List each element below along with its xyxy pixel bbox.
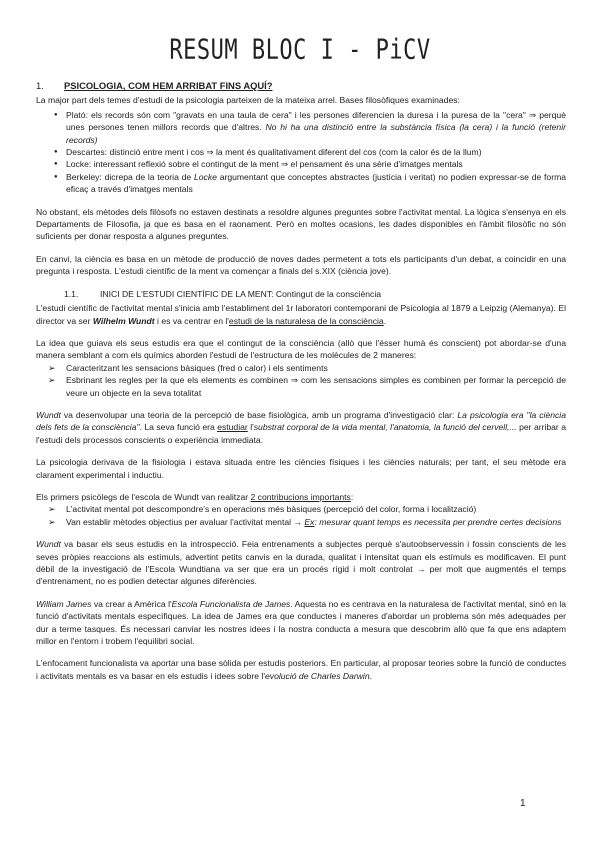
paragraph: La psicologia derivava de la fisiologia i estava situada entre les ciències físiques i les ciències naturals; per tant, el seu mètode era clarament experimental i inductiu. (36, 457, 566, 480)
paragraph: Wundt va desenvolupar una teoria de la percepció de base fisiològica, amb un programa d'investigació clar: La psicologia era "la ciència dels fets de la consciència". La seva funció era estudiar l'substrat corporal de la vida mental, l'anatomia, la funció del cervell,... per arribar a l'estudi dels processos conscients o experiència immediata. (36, 409, 566, 445)
arrow-list (36, 362, 566, 399)
list-item-text: Descartes: distinció entre ment i cos ⇒ la ment és qualitativament diferent del cos (com la calor és de la llum) (66, 147, 482, 158)
paragraph: L'enfocament funcionalista va aportar una base sòlida per estudis posteriors. En particular, al proposar teories sobre la funció de conductes i activitats mentals es va basar en els estudis i idees sobre l'evolució de Charles Darwin. (36, 658, 566, 681)
paragraph: No obstant, els mètodes dels filòsofs no estaven destinats a resoldre algunes preguntes sobre l'activitat mental. La lògica s'ensenya en els Departaments de Filosofia, ja que es basa en el raonament. Però en moltes ocasions, les dades disponibles en l'àmbit filosòfic no són suficients per donar resposta a algunes preguntes. (36, 206, 566, 242)
arrow-list (36, 503, 566, 528)
paragraph: L'estudi científic de l'activitat mental s'inicia amb l'establiment del 1r laboratori contemporani de Psicologia al 1879 a Leipzig (Alemanya). El director va ser Wilhelm Wundt i es va centrar en l'estudi de la naturalesa de la consciència. (36, 303, 566, 326)
paragraph: En canvi, la ciència es basa en un mètode de producció de noves dades permetent a tots els participants d'un debat, a coincidir en una pregunta i resposta. L'estudi científic de la ment va començar a finals del s.XIX (ciència jove). (36, 253, 566, 277)
list-item: ➢ Esbrinant les regles per la que els elements es combinen ⇒ com les sensacions simples es combinen per formar la percepció de veure un objecte en la seva totalitat (36, 374, 566, 399)
paragraph: William James va crear a Amèrica l'Escola Funcionalista de James. Aquesta no es centrava en la naturalesa de l'activitat mental, sinó en la funció d'activitats mentals específiques. La idea de James era que conductes i maneres d'abordar un problema són més adequades per dur a terme tasques. És necessari canviar les nostres idees i la nostra conducta a mesura que descobrim allò que fa que ens adaptem millor en l'entorn i trobem l'equilibri social. (36, 598, 567, 647)
list-item-text: Plató: els records són com "gravats en una taula de cera" i les persones diferencien la duresa i la puresa de la "cera" ⇒ perquè unes persones tenen millors records que d'altres. (66, 109, 566, 133)
list-item (36, 109, 566, 146)
list-item-emphasis: Locke (193, 171, 217, 182)
section-number: 1.1. (64, 288, 79, 299)
list-item (36, 146, 566, 158)
paragraph: La idea que guiava els seus estudis era que el contingut de la consciència (allò que l'ésser humà és conscient) pot abordar-se d'una manera semblant a com els químics aborden l'estudi de l'estructura de les molècules de 2 maneres: (36, 337, 566, 361)
section-1-heading (36, 80, 566, 92)
list-item-text: argumentant que conceptes abstractes (justícia i veritat) no podien expressar-se de forma eficaç a través d'imatges mentals (66, 171, 567, 195)
list-item: ➢ Van establir mètodes objectius per avaluar l'activitat mental → Ex: mesurar quant temps es necessita per prendre certes decisions (36, 516, 566, 528)
section-title: INICI DE L'ESTUDI CIENTÍFIC DE LA MENT: Contingut de la consciència (100, 288, 382, 299)
list-item-text: Berkeley: dicrepa de la teoria de (66, 171, 194, 182)
list-item: ➢ L'activitat mental pot descompondre's en operacions més bàsiques (percepció del color, forma i localització) (36, 503, 566, 515)
intro-paragraph: La major part dels temes d'estudi de la psicologia parteixen de la mateixa arrel. Bases filosòfiques examinades: (36, 95, 460, 106)
section-1-1-heading (36, 288, 566, 300)
bullet-list (36, 109, 566, 196)
paragraph: Wundt va basar els seus estudis en la introspecció. Feia entrenaments a subjectes perquè s'autoobservessin i fossin conscients de les seves pròpies reaccions als estímuls, advertint petits canvis en la durada, qualitat i intensitat quan els estímuls es modificaven. El punt dèbil de la investigació de l'Escola Wundtiana va ser que era un procés rígid i molt controlat → per molt que augmentés el temps d'entrenament, no es podien detectar algunes diferències. (36, 539, 566, 587)
section-title: PSICOLOGIA, COM HEM ARRIBAT FINS AQUÍ? (64, 80, 273, 91)
list-item-emphasis: No hi ha una distinció entre la substància física (la cera) i la funció (retenir records) (66, 122, 566, 145)
section-number: 1. (36, 80, 44, 91)
list-item (36, 171, 566, 196)
page-title: RESUM BLOC I - PiCV (169, 34, 431, 67)
list-item: ➢ Caracteritzant les sensacions bàsiques (fred o calor) i els sentiments (36, 362, 566, 374)
page-number: 1 (520, 798, 526, 809)
paragraph: Els primers psicòlegs de l'escola de Wundt van realitzar 2 contribucions importants: (36, 491, 354, 502)
list-item (36, 158, 566, 170)
document-body (36, 80, 566, 692)
list-item-text: Locke: interessant reflexió sobre el contingut de la ment ⇒ el pensament és una sèrie d'imatges mentals (66, 159, 463, 170)
